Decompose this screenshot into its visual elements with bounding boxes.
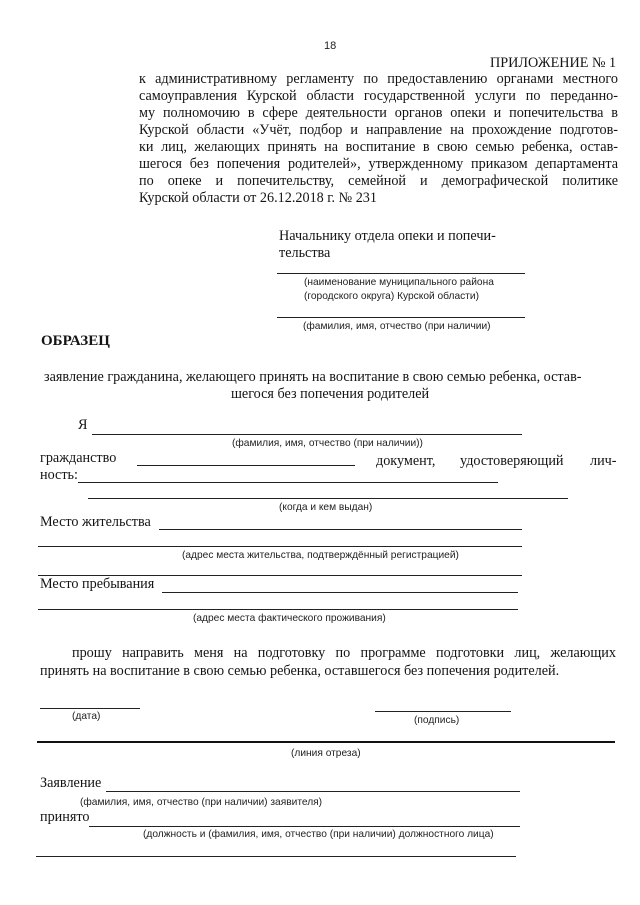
identity-label-1: лич-	[590, 453, 617, 469]
stay-field[interactable]	[162, 592, 518, 593]
receipt-official-hint: (должность и (фамилия, имя, отчество (при наличии) должностного лица)	[143, 829, 494, 840]
identity-label-2: ность:	[40, 467, 78, 483]
applicant-fio-field[interactable]	[92, 434, 522, 435]
issued-by-field[interactable]	[88, 498, 568, 499]
signature-field[interactable]	[375, 711, 511, 712]
residence-field[interactable]	[159, 529, 522, 530]
cut-line	[37, 741, 615, 743]
receipt-applicant-field[interactable]	[106, 791, 520, 792]
certifying-label: удостоверяющий	[460, 453, 564, 469]
citizenship-label: гражданство	[40, 450, 117, 466]
receipt-statement-label: Заявление	[40, 775, 102, 791]
appendix-desc-line: самоуправления Курской области государственной услуги по переданно-	[139, 88, 618, 104]
receipt-applicant-hint: (фамилия, имя, отчество (при наличии) заявителя)	[80, 797, 323, 808]
i-label: Я	[78, 417, 88, 433]
date-hint: (дата)	[72, 711, 101, 722]
residence-hint: (адрес места жительства, подтверждённый регистрацией)	[182, 550, 459, 561]
stay-hint: (адрес места фактического проживания)	[193, 613, 386, 624]
statement-title-1: заявление гражданина, желающего принять на воспитание в свою семью ребенка, остав-	[44, 369, 582, 385]
appendix-desc-line: Курской области от 26.12.2018 г. № 231	[139, 190, 377, 206]
applicant-fio-hint: (фамилия, имя, отчество (при наличии))	[232, 438, 423, 449]
addressee-fio-hint: (фамилия, имя, отчество (при наличии)	[303, 321, 491, 332]
signature-hint: (подпись)	[414, 715, 460, 726]
receipt-accepted-label: принято	[40, 809, 90, 825]
document-label: документ,	[376, 453, 436, 469]
appendix-desc-line: шегося без попечения родителей», утвержденному приказом департамента	[139, 156, 618, 172]
receipt-official-field-continued[interactable]	[36, 856, 516, 857]
receipt-official-field[interactable]	[89, 826, 520, 827]
addressee-line-1: Начальнику отдела опеки и попечи-	[279, 228, 496, 244]
date-field[interactable]	[40, 708, 140, 709]
appendix-title: ПРИЛОЖЕНИЕ № 1	[490, 55, 617, 71]
appendix-desc-line: по опеке и попечительству, семейной и демографической политике	[139, 173, 618, 189]
appendix-desc-line: ки лиц, желающих принять на воспитание в свою семью ребенка, остав-	[139, 139, 618, 155]
municipality-hint-1: (наименование муниципального района	[304, 277, 494, 288]
appendix-desc-line: му полномочию в сфере деятельности органов опеки и попечительства в	[139, 105, 618, 121]
appendix-desc-line: Курской области «Учёт, подбор и направление на прохождение подготов-	[139, 122, 618, 138]
municipality-field[interactable]	[277, 273, 525, 274]
addressee-line-2: тельства	[279, 245, 331, 261]
municipality-hint-2: (городского округа) Курской области)	[304, 291, 479, 302]
identity-document-field[interactable]	[78, 482, 498, 483]
issued-by-hint: (когда и кем выдан)	[279, 502, 373, 513]
citizenship-field[interactable]	[137, 465, 355, 466]
stay-field-continued[interactable]	[38, 609, 518, 610]
residence-label: Место жительства	[40, 514, 151, 530]
request-line-2: принять на воспитание в свою семью ребенка, оставшегося без попечения родителей.	[40, 663, 560, 679]
statement-title-2: шегося без попечения родителей	[231, 386, 430, 402]
addressee-fio-field[interactable]	[277, 317, 525, 318]
cut-line-hint: (линия отреза)	[291, 748, 361, 759]
stay-label: Место пребывания	[40, 576, 155, 592]
residence-field-continued[interactable]	[38, 546, 522, 547]
request-line-1: прошу направить меня на подготовку по программе подготовки лиц, желающих	[72, 645, 616, 661]
appendix-description	[139, 71, 618, 207]
appendix-desc-line: к административному регламенту по предоставлению органами местного	[139, 71, 618, 87]
page-number: 18	[324, 40, 337, 52]
sample-label: ОБРАЗЕЦ	[41, 333, 110, 349]
